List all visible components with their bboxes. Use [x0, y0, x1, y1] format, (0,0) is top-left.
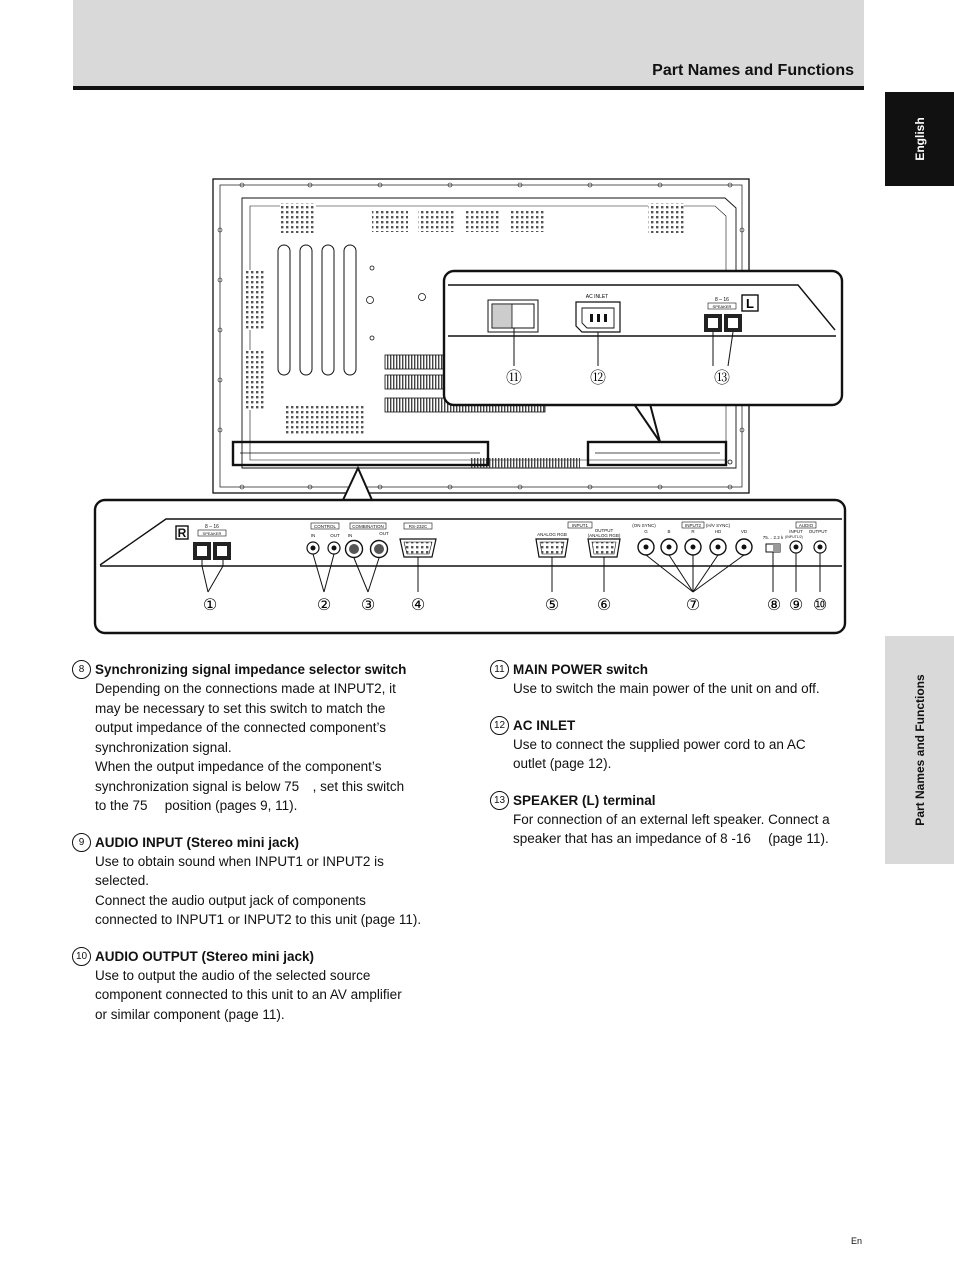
item-title: AUDIO OUTPUT (Stereo mini jack): [95, 948, 315, 964]
audio-input-label: INPUT: [789, 529, 803, 534]
item-11: [490, 660, 870, 699]
item-line: may be necessary to set this switch to match the: [95, 700, 386, 716]
page-title: Part Names and Functions: [652, 62, 854, 79]
rs232c-label: RS-232C: [408, 524, 428, 529]
main-power-switch: [488, 300, 538, 332]
on-sync-label: (ON SYNC): [632, 523, 656, 528]
output-analog-label: OUTPUT: [594, 528, 614, 533]
item-line: Connect the audio output jack of components: [95, 892, 366, 908]
item-marker: 11: [490, 660, 509, 679]
item-marker: 10: [72, 947, 91, 966]
item-line: outlet (page 12).: [513, 756, 612, 771]
audio-output-label: OUTPUT: [808, 529, 828, 534]
g-label: G: [644, 529, 648, 534]
callout-13: ⑬: [713, 368, 731, 387]
output-analog-sub-label: (ANALOG RGB): [587, 533, 621, 538]
item-line: For connection of an external left speaker. Connect a: [513, 811, 830, 827]
item-title: Synchronizing signal impedance selector switch: [95, 662, 407, 677]
item-line: Use to connect the supplied power cord to an AC: [513, 736, 806, 752]
item-line: synchronization signal.: [95, 739, 232, 755]
item-line: selected.: [95, 873, 150, 888]
item-line: Depending on the connections made at INPUT2, it: [95, 681, 396, 696]
item-marker: 13: [490, 791, 509, 810]
item-line: or similar component (page 11).: [95, 1006, 285, 1022]
item-line: output impedance of the connected component’s: [95, 720, 386, 735]
combination-label: COMBINATION: [352, 524, 384, 529]
callout-8: ⑧: [766, 595, 782, 614]
item-title: SPEAKER (L) terminal: [513, 792, 656, 808]
item-10: [72, 947, 462, 1025]
sw-label: 75… 2.2 k: [762, 535, 784, 540]
item-line: Use to output the audio of the selected source: [95, 967, 371, 983]
header-band: [73, 0, 864, 86]
item-line: Use to obtain sound when INPUT1 or INPUT2 is: [95, 853, 384, 869]
callout-5: ⑤: [544, 595, 560, 614]
speaker-r-ohm: 8 – 16: [205, 524, 219, 530]
item-line: to the 75 position (pages 9, 11).: [95, 798, 298, 813]
control-in-label: IN: [310, 533, 316, 538]
callout-6: ⑥: [596, 595, 612, 614]
audio-input-sub-label: (INPUT1/2): [785, 535, 803, 539]
vd-label: VD: [740, 529, 748, 534]
input2-label: INPUT2: [684, 523, 702, 528]
item-8: [72, 660, 462, 816]
callout-7: ⑦: [685, 595, 701, 614]
combination-in-label: IN: [347, 533, 353, 538]
tab-english-label: English: [912, 117, 927, 161]
analog-rgb-label: ANALOG RGB: [537, 532, 567, 537]
item-title: AC INLET: [513, 717, 576, 733]
r-label: R: [691, 529, 695, 534]
item-line: When the output impedance of the component’s: [95, 759, 382, 774]
speaker-l-label: SPEAKER: [712, 304, 732, 309]
speaker-l-ohm: 8 – 16: [715, 297, 729, 303]
item-13: [490, 791, 870, 849]
tab-section: [885, 636, 954, 864]
callout-12: ⑫: [589, 368, 607, 387]
item-marker: 12: [490, 716, 509, 735]
b-label: B: [667, 529, 671, 534]
callout-3: ③: [360, 595, 376, 614]
right-column: [490, 660, 870, 866]
item-9: [72, 833, 462, 930]
page-footer-lang: En: [851, 1236, 863, 1246]
item-line: synchronization signal is below 75 , set this switch: [95, 778, 405, 794]
audio-label: AUDIO: [798, 523, 814, 528]
callout-2: ②: [316, 595, 332, 614]
item-12: [490, 716, 870, 774]
item-line: connected to INPUT1 or INPUT2 to this unit (page 11).: [95, 912, 422, 927]
speaker-r-label: SPEAKER: [202, 531, 222, 536]
callout-4: ④: [410, 595, 426, 614]
item-marker: 9: [72, 833, 91, 852]
callout-10: ⑩: [812, 595, 828, 614]
callout-9: ⑨: [788, 595, 804, 614]
item-line: component connected to this unit to an AV amplifier: [95, 987, 402, 1002]
left-column: [72, 660, 462, 1041]
hd-label: HD: [714, 529, 722, 534]
rear-panel-diagram: [90, 170, 850, 640]
callout-11: ⑪: [505, 368, 523, 387]
control-label: CONTROL: [313, 524, 337, 529]
header-rule: [73, 86, 864, 90]
tab-english: [885, 92, 954, 186]
side-r-label: R: [177, 526, 187, 540]
hv-sync-label: (H/V SYNC): [705, 523, 731, 528]
callout-1: ①: [202, 595, 218, 614]
control-out-label: OUT: [330, 533, 340, 538]
item-title: MAIN POWER switch: [513, 662, 649, 677]
ac-inlet-label: AC INLET: [585, 294, 609, 300]
item-marker: 8: [72, 660, 91, 679]
input1-label: INPUT1: [571, 523, 589, 528]
tab-section-label: Part Names and Functions: [912, 674, 927, 826]
item-line: Use to switch the main power of the unit on and off.: [513, 681, 820, 696]
item-line: speaker that has an impedance of 8 -16 (page 11).: [513, 831, 829, 846]
side-l-label: L: [746, 296, 754, 311]
item-title: AUDIO INPUT (Stereo mini jack): [95, 834, 300, 850]
combination-out-label: OUT: [379, 531, 389, 536]
